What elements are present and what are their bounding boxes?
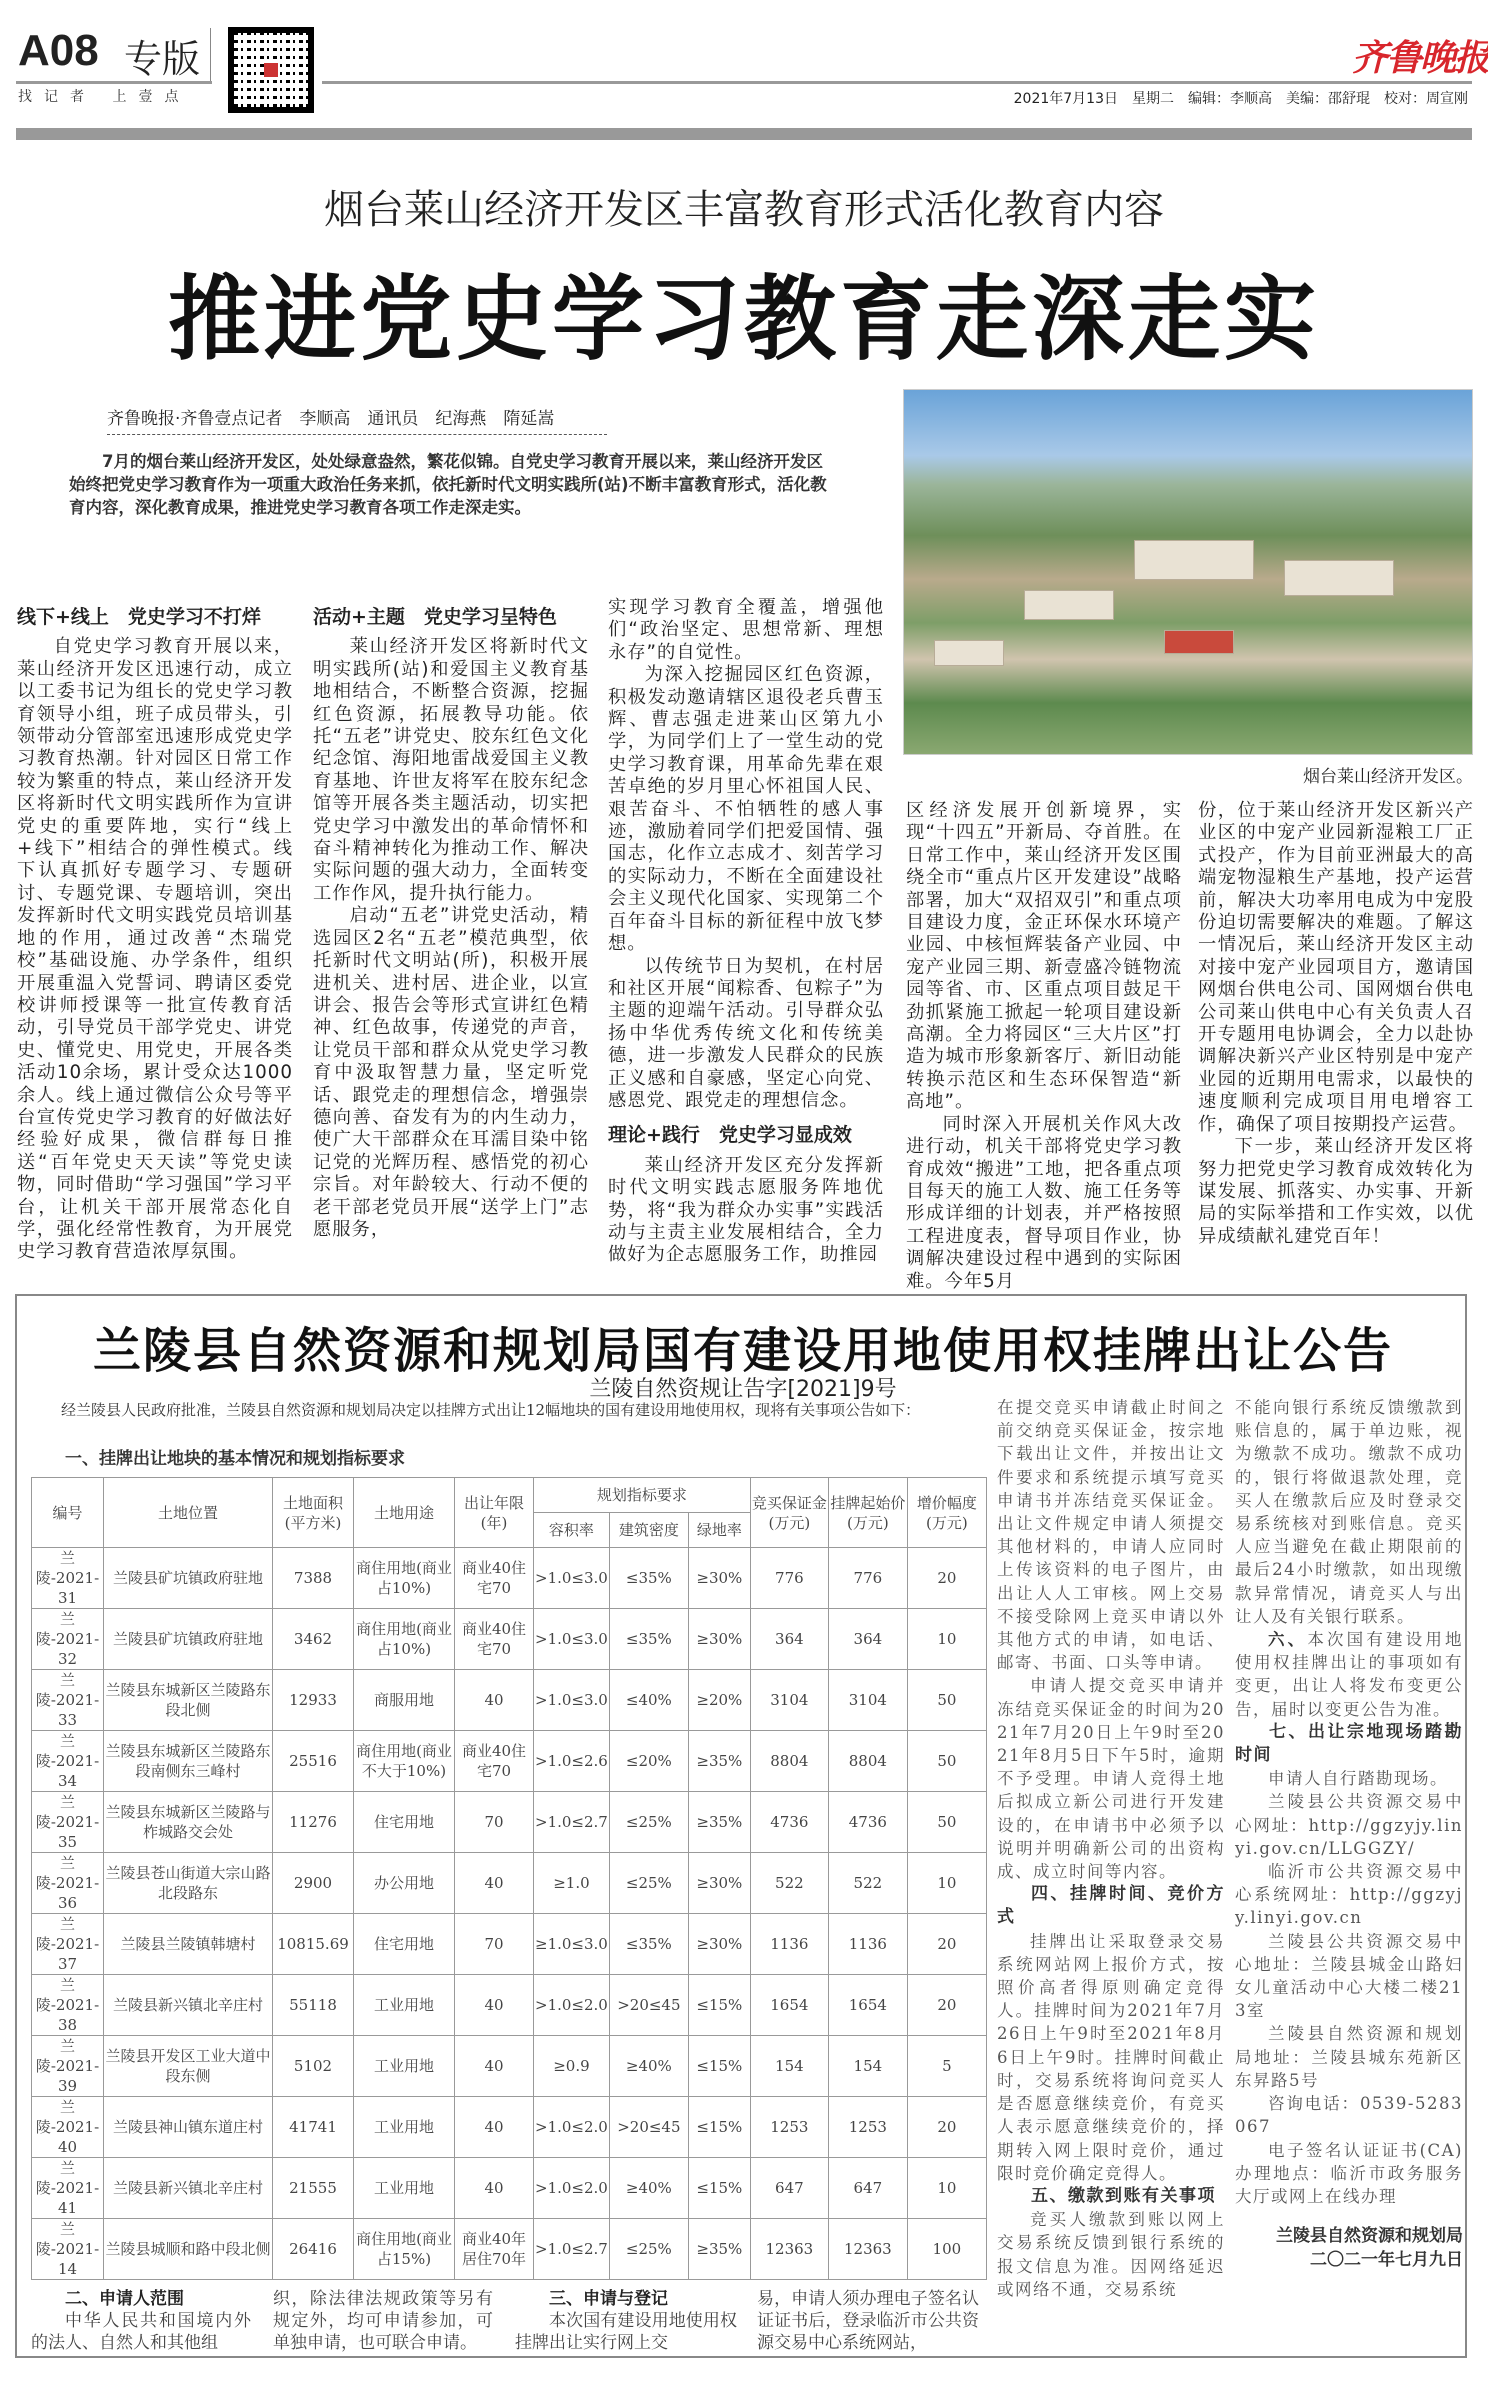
- article-column-2: [313, 606, 589, 1241]
- table-cell: >1.0≤2.7: [534, 1792, 610, 1853]
- website-link[interactable]: 临沂市公共资源交易中心系统网址：http://ggzyjy.linyi.gov.cn: [1235, 1862, 1463, 1928]
- table-cell: 兰陵-2021-41: [32, 2158, 104, 2219]
- signature-date: 二〇二一年七月九日: [1310, 2250, 1463, 2271]
- table-cell: 商住用地(商业不大于10%): [354, 1731, 455, 1792]
- section-3-part-1: [515, 2288, 737, 2354]
- issue-meta: 2021年7月13日 星期二 编辑：李顺高 美编：邵舒琨 校对：周宣刚: [1013, 91, 1468, 107]
- table-cell: >1.0≤2.0: [534, 2158, 610, 2219]
- table-cell: 8804: [750, 1731, 828, 1792]
- table-cell: 55118: [273, 1975, 354, 2036]
- table-cell: 兰陵县东城新区兰陵路与柞城路交会处: [104, 1792, 273, 1853]
- table-row: [32, 1792, 987, 1853]
- phone-number: 咨询电话：0539-5283067: [1235, 2094, 1463, 2137]
- table-cell: 12363: [828, 2219, 907, 2280]
- paragraph: 下一步，莱山经济开发区将努力把党史学习教育成效转化为谋发展、抓落实、办实事、开新局的实际举措和工作实效，以优异成绩献礼建党百年！: [1198, 1136, 1474, 1247]
- table-cell: ≥0.9: [534, 2036, 610, 2097]
- section-heading: 四、挂牌时间、竞价方式: [997, 1884, 1225, 1928]
- table-cell: 26416: [273, 2219, 354, 2280]
- table-cell: 兰陵-2021-39: [32, 2036, 104, 2097]
- table-cell: 70: [455, 1792, 534, 1853]
- table-cell: 12363: [750, 2219, 828, 2280]
- table-cell: 1654: [750, 1975, 828, 2036]
- table-cell: ≥1.0≤3.0: [534, 1914, 610, 1975]
- table-cell: 4736: [828, 1792, 907, 1853]
- table-header: 竞买保证金(万元): [750, 1478, 828, 1548]
- table-cell: 154: [828, 2036, 907, 2097]
- table-cell: 兰陵县苍山街道大宗山路北段路东: [104, 1853, 273, 1914]
- table-header: 增价幅度(万元): [907, 1478, 986, 1548]
- table-cell: 20: [907, 2097, 986, 2158]
- table-subheader: 容积率: [534, 1513, 610, 1548]
- table-cell: 兰陵-2021-36: [32, 1853, 104, 1914]
- table-cell: 兰陵县矿坑镇政府驻地: [104, 1609, 273, 1670]
- section-heading: 二、申请人范围: [65, 2289, 184, 2309]
- paragraph: 莱山经济开发区充分发挥新时代文明实践志愿服务阵地优势，将“我为群众办实事”实践活动与主责主业发展相结合，全力做好为企志愿服务工作，助推园: [608, 1154, 884, 1266]
- table-cell: 647: [828, 2158, 907, 2219]
- land-auction-notice: [15, 1294, 1467, 2358]
- paragraph: 同时深入开展机关作风大改进行动，机关干部将党史学习教育成效“搬进”工地，把各重点项目每天的施工人数、施工任务等形成详细的计划表，并严格按照工程进度表，督导项目作业，协调解决建设过程中遇到的实际困难。今年5月: [906, 1113, 1182, 1292]
- table-row: [32, 1731, 987, 1792]
- divider: [210, 28, 211, 83]
- table-row: [32, 1670, 987, 1731]
- divider: [16, 81, 212, 84]
- table-cell: ≤15%: [688, 2158, 750, 2219]
- table-cell: 40: [455, 2097, 534, 2158]
- table-cell: 工业用地: [354, 2158, 455, 2219]
- table-cell: ≤40%: [609, 1670, 688, 1731]
- table-cell: 5: [907, 2036, 986, 2097]
- section-2-part-1: [31, 2288, 251, 2354]
- table-cell: 40: [455, 2158, 534, 2219]
- notice-column-1: [997, 1396, 1225, 2301]
- table-row: [32, 2158, 987, 2219]
- table-cell: ≤15%: [688, 2097, 750, 2158]
- section-heading: 一、挂牌出让地块的基本情况和规划指标要求: [65, 1449, 405, 1469]
- paragraph: [1235, 1628, 1463, 1721]
- table-cell: ≥40%: [609, 2036, 688, 2097]
- table-cell: ≥30%: [688, 1609, 750, 1670]
- paragraph: 申请人提交竞买申请并冻结竞买保证金的时间为2021年7月20日上午9时至2021年8月5日下午5时，逾期不予受理。申请人竞得土地后拟成立新公司进行开发建设的，在申请书中必须予以说明并明确新公司的出资构成、成立时间等内容。: [997, 1676, 1225, 1882]
- divider: [322, 81, 1472, 84]
- table-cell: 11276: [273, 1792, 354, 1853]
- table-cell: 776: [828, 1548, 907, 1609]
- table-cell: >1.0≤2.7: [534, 2219, 610, 2280]
- table-cell: >1.0≤2.0: [534, 1975, 610, 2036]
- newspaper-logo: 齐鲁晚报: [1352, 37, 1488, 79]
- table-cell: 40: [455, 2036, 534, 2097]
- table-cell: 住宅用地: [354, 1792, 455, 1853]
- section-heading: 三、申请与登记: [549, 2289, 668, 2309]
- table-cell: 20: [907, 1975, 986, 2036]
- table-cell: ≥30%: [688, 1853, 750, 1914]
- table-header: 土地用途: [354, 1478, 455, 1548]
- table-cell: 776: [750, 1548, 828, 1609]
- table-cell: 364: [828, 1609, 907, 1670]
- table-subheader: 绿地率: [688, 1513, 750, 1548]
- table-row: [32, 1975, 987, 2036]
- table-header: 土地位置: [104, 1478, 273, 1548]
- table-cell: 工业用地: [354, 2036, 455, 2097]
- table-cell: 商业40住宅70: [455, 1548, 534, 1609]
- table-cell: 647: [750, 2158, 828, 2219]
- byline: 齐鲁晚报·齐鲁壹点记者 李顺高 通讯员 纪海燕 隋延嵩: [107, 404, 607, 435]
- table-row: [32, 2036, 987, 2097]
- notice-column-2: [1235, 1396, 1463, 2272]
- article-column-4: [906, 800, 1182, 1293]
- table-cell: 41741: [273, 2097, 354, 2158]
- table-cell: >1.0≤3.0: [534, 1548, 610, 1609]
- table-cell: 兰陵-2021-38: [32, 1975, 104, 2036]
- table-cell: 商服用地: [354, 1670, 455, 1731]
- table-cell: 兰陵-2021-32: [32, 1609, 104, 1670]
- signature-org: 兰陵县自然资源和规划局: [1276, 2226, 1463, 2247]
- paragraph: 兰陵县公共资源交易中心地址：兰陵县城金山路妇女儿童活动中心大楼二楼213室: [1235, 1931, 1463, 2021]
- table-cell: 3104: [750, 1670, 828, 1731]
- table-cell: 5102: [273, 2036, 354, 2097]
- table-cell: >20≤45: [609, 2097, 688, 2158]
- table-cell: 1136: [750, 1914, 828, 1975]
- table-cell: 7388: [273, 1548, 354, 1609]
- paragraph: 实现学习教育全覆盖，增强他们“政治坚定、思想常新、理想永存”的自觉性。: [608, 597, 884, 663]
- paragraph: 莱山经济开发区将新时代文明实践所(站)和爱国主义教育基地相结合，不断整合资源，挖掘红色资源，拓展教导功能。依托“五老”讲党史、胶东红色文化纪念馆、海阳地雷战爱国主义教育基地、许世友将军在胶东纪念馆等开展各类主题活动，切实把党史学习中激发出的革命情怀和奋斗精神转化为推动工作、解决实际问题的强大动力，全面转变工作作风，提升执行能力。: [313, 636, 589, 904]
- table-cell: 兰陵-2021-33: [32, 1670, 104, 1731]
- table-cell: 兰陵县城顺和路中段北侧: [104, 2219, 273, 2280]
- table-cell: ≤35%: [609, 1914, 688, 1975]
- table-row: [32, 1914, 987, 1975]
- paragraph: 自党史学习教育开展以来，莱山经济开发区迅速行动，成立以工委书记为组长的党史学习教育领导小组，班子成员带头，引领带动分管部室迅速形成党史学习教育热潮。针对园区日常工作较为繁重的特点，莱山经济开发区将新时代文明实践所作为宣讲党史的重要阵地，实行“线上+线下”相结合的弹性模式。线下认真抓好专题学习、专题研讨、专题党课、专题培训，突出发挥新时代文明实践党员培训基地的作用，通过改善“杰瑞党校”基础设施、办学条件，组织开展重温入党誓词、聘请区委党校讲师授课等一批宣传教育活动，引导党员干部学党史、讲党史、懂党史、用党史，开展各类活动10余场，累计受众达1000余人。线上通过微信公众号等平台宣传党史学习教育的好做法好经验好成果，微信群每日推送“百年党史天天读”等党史读物，同时借助“学习强国”学习平台，让机关干部开展常态化自学，强化经常性教育，为开展党史学习教育营造浓厚氛围。: [17, 636, 293, 1263]
- table-row: [32, 2219, 987, 2280]
- table-header: 编号: [32, 1478, 104, 1548]
- aerial-photo: [903, 389, 1473, 755]
- table-cell: 商住用地(商业占10%): [354, 1609, 455, 1670]
- table-cell: 40: [455, 1853, 534, 1914]
- table-cell: 10: [907, 2158, 986, 2219]
- table-cell: 兰陵-2021-35: [32, 1792, 104, 1853]
- table-cell: 1253: [828, 2097, 907, 2158]
- table-cell: ≤35%: [609, 1609, 688, 1670]
- table-cell: 兰陵-2021-37: [32, 1914, 104, 1975]
- article-column-1: [17, 606, 293, 1264]
- lead-paragraph: 7月的烟台莱山经济开发区，处处绿意盎然，繁花似锦。自党史学习教育开展以来，莱山经济开发区始终把党史学习教育作为一项重大政治任务来抓，依托新时代文明实践所(站)不断丰富教育形式，活化教育内容，深化教育成果，推进党史学习教育各项工作走深走实。: [69, 452, 827, 517]
- land-parcel-table: [31, 1477, 987, 2280]
- paragraph: 启动“五老”讲党史活动，精选园区2名“五老”模范典型，依托新时代文明站(所)，积极开展进机关、进村居、进企业，以宣讲会、报告会等形式宣讲红色精神、红色故事，传递党的声音，让党员干部和群众从党史学习教育中汲取智慧力量，坚定听党话、跟党走的理想信念，增强崇德向善、奋发有为的内生动力，使广大干部群众在耳濡目染中铭记党的光辉历程、感悟党的初心宗旨。对年龄较大、行动不便的老干部老党员开展“送学上门”志愿服务，: [313, 905, 589, 1240]
- table-cell: ≥35%: [688, 2219, 750, 2280]
- column-heading: 线下+线上 党史学习不打烊: [17, 606, 261, 628]
- table-cell: 兰陵县神山镇东道庄村: [104, 2097, 273, 2158]
- table-cell: >1.0≤3.0: [534, 1670, 610, 1731]
- column-heading: 活动+主题 党史学习呈特色: [313, 606, 557, 628]
- table-cell: 100: [907, 2219, 986, 2280]
- paragraph: 以传统节日为契机，在村居和社区开展“闻粽香、包粽子”为主题的迎端午活动。引导群众弘扬中华优秀传统文化和传统美德，进一步激发人民群众的民族正义感和自豪感，坚定心向党、感恩党、跟党走的理想信念。: [608, 955, 884, 1111]
- table-cell: ≥20%: [688, 1670, 750, 1731]
- table-cell: 50: [907, 1792, 986, 1853]
- table-cell: ≥30%: [688, 1548, 750, 1609]
- table-cell: 办公用地: [354, 1853, 455, 1914]
- table-cell: 商业40住宅70: [455, 1731, 534, 1792]
- table-cell: 1654: [828, 1975, 907, 2036]
- paragraph: 本次国有建设用地使用权挂牌出让实行网上交: [515, 2311, 737, 2353]
- table-cell: ≤15%: [688, 1975, 750, 2036]
- section-number: 六、: [1268, 1630, 1308, 1650]
- table-cell: 522: [828, 1853, 907, 1914]
- table-cell: 兰陵-2021-14: [32, 2219, 104, 2280]
- paragraph: 在提交竞买申请截止时间之前交纳竞买保证金，按宗地下载出让文件，并按出让文件要求和系统提示填写竞买申请书并冻结竞买保证金。出让文件规定申请人须提交其他材料的，申请人应同时上传该资料的电子图片，由出让人人工审核。网上交易不接受除网上竞买申请以外其他方式的申请，如电话、邮寄、书面、口头等申请。: [997, 1398, 1225, 1673]
- article-headline: 推进党史学习教育走深走实: [167, 266, 1320, 373]
- table-row: [32, 1609, 987, 1670]
- table-cell: 522: [750, 1853, 828, 1914]
- table-cell: 20: [907, 1548, 986, 1609]
- table-cell: 364: [750, 1609, 828, 1670]
- table-subheader: 建筑密度: [609, 1513, 688, 1548]
- paragraph: 兰陵县自然资源和规划局地址：兰陵县城东苑新区东昇路5号: [1235, 2024, 1463, 2090]
- notice-title: 兰陵县自然资源和规划局国有建设用地使用权挂牌出让公告: [92, 1323, 1393, 1379]
- website-link[interactable]: 兰陵县公共资源交易中心网址：http://ggzyjy.linyi.gov.cn/LLGGZY/: [1235, 1792, 1463, 1858]
- table-cell: 兰陵县矿坑镇政府驻地: [104, 1548, 273, 1609]
- table-cell: 兰陵-2021-34: [32, 1731, 104, 1792]
- table-header: 出让年限(年): [455, 1478, 534, 1548]
- table-cell: 154: [750, 2036, 828, 2097]
- section-2-part-2: 织，除法律法规政策等另有规定外，均可申请参加，可单独申请，也可联合申请。: [273, 2289, 493, 2353]
- table-cell: 3462: [273, 1609, 354, 1670]
- column-heading: 理论+践行 党史学习显成效: [608, 1124, 852, 1147]
- table-cell: ≥30%: [688, 1914, 750, 1975]
- table-header: 挂牌起始价(万元): [828, 1478, 907, 1548]
- article-subhead: 烟台莱山经济开发区丰富教育形式活化教育内容: [324, 187, 1164, 233]
- table-row: [32, 1548, 987, 1609]
- table-cell: 商住用地(商业占10%): [354, 1548, 455, 1609]
- photo-caption: 烟台莱山经济开发区。: [1303, 767, 1473, 787]
- table-cell: 1136: [828, 1914, 907, 1975]
- section-heading: 七、出让宗地现场踏勘时间: [1235, 1721, 1463, 1766]
- table-cell: ≤15%: [688, 2036, 750, 2097]
- section-name: 专版: [124, 37, 201, 81]
- qr-code-icon: [228, 27, 314, 113]
- table-cell: ≥35%: [688, 1731, 750, 1792]
- table-cell: 25516: [273, 1731, 354, 1792]
- table-cell: 商业40住宅70: [455, 1609, 534, 1670]
- table-row: [32, 2097, 987, 2158]
- table-cell: 40: [455, 1670, 534, 1731]
- table-cell: 40: [455, 1975, 534, 2036]
- notice-doc-number: 兰陵自然资规让告字[2021]9号: [589, 1377, 897, 1402]
- table-cell: 兰陵县兰陵镇韩塘村: [104, 1914, 273, 1975]
- page-number: A08: [18, 26, 99, 75]
- slogan: 找记者 上壹点: [18, 89, 191, 105]
- table-cell: 工业用地: [354, 1975, 455, 2036]
- table-cell: 兰陵-2021-31: [32, 1548, 104, 1609]
- table-cell: 70: [455, 1914, 534, 1975]
- table-row: [32, 1853, 987, 1914]
- table-cell: ≥35%: [688, 1792, 750, 1853]
- table-cell: ≤25%: [609, 2219, 688, 2280]
- header-band: [16, 128, 1472, 140]
- section-3-part-2: 易，申请人须办理电子签名认证证书后，登录临沂市公共资源交易中心系统网站，: [757, 2289, 979, 2353]
- paragraph: 份，位于莱山经济开发区新兴产业区的中宠产业园新湿粮工厂正式投产，作为目前亚洲最大的高端宠物湿粮生产基地，投产运营前，解决大功率用电成为中宠股份迫切需要解决的难题。了解这一情况后，莱山经济开发区主动对接中宠产业园项目方，邀请国网烟台供电公司、国网烟台供电公司莱山供电中心有关负责人召开专题用电协调会，全力以赴协调解决新兴产业区特别是中宠产业园的近期用电需求，以最快的速度顺利完成项目用电增容工作，确保了项目按期投产运营。: [1198, 800, 1474, 1135]
- table-cell: 21555: [273, 2158, 354, 2219]
- paragraph: 不能向银行系统反馈缴款到账信息的，属于单边账，视为缴款不成功。缴款不成功的，银行将做退款处理，竞买人在缴款后应及时登录交易系统核对到账信息。竞买人应当避免在截止期限前的最后24小时缴款，如出现缴款异常情况，请竞买人与出让人及有关银行联系。: [1235, 1398, 1463, 1626]
- table-cell: >1.0≤2.0: [534, 2097, 610, 2158]
- article-column-3: [608, 597, 884, 1267]
- table-cell: ≥40%: [609, 2158, 688, 2219]
- table-cell: 兰陵县新兴镇北辛庄村: [104, 1975, 273, 2036]
- notice-intro: 经兰陵县人民政府批准，兰陵县自然资源和规划局决定以挂牌方式出让12幅地块的国有建设用地使用权，现将有关事项公告如下：: [61, 1401, 921, 1419]
- table-cell: 2900: [273, 1853, 354, 1914]
- paragraph: 申请人自行踏勘现场。: [1268, 1769, 1448, 1789]
- paragraph-text: 本次国有建设用地使用权挂牌出让的事项如有变更，出让人将发布变更公告，届时以变更公告为准。: [1235, 1630, 1464, 1719]
- paragraph: 电子签名认证证书(CA)办理地点：临沂市政务服务大厅或网上在线办理: [1235, 2140, 1463, 2206]
- paragraph: 挂牌出让采取登录交易系统网站网上报价方式，按照价高者得原则确定竞得人。挂牌时间为2021年7月26日上午9时至2021年8月6日上午9时。挂牌时间截止时，交易系统将询问竞买人是否愿意继续竞价，有竞买人表示愿意继续竞价的，择期转入网上限时竞价，通过限时竞价确定竞得人。: [997, 1931, 1225, 2183]
- table-cell: 10: [907, 1853, 986, 1914]
- table-cell: ≤25%: [609, 1792, 688, 1853]
- table-cell: ≥1.0: [534, 1853, 610, 1914]
- table-cell: >20≤45: [609, 1975, 688, 2036]
- table-cell: 兰陵县新兴镇北辛庄村: [104, 2158, 273, 2219]
- table-cell: 商业40年居住70年: [455, 2219, 534, 2280]
- table-cell: 4736: [750, 1792, 828, 1853]
- table-cell: ≤35%: [609, 1548, 688, 1609]
- table-cell: 兰陵-2021-40: [32, 2097, 104, 2158]
- table-cell: 兰陵县开发区工业大道中段东侧: [104, 2036, 273, 2097]
- table-header: 规划指标要求: [534, 1478, 751, 1513]
- table-cell: >1.0≤3.0: [534, 1609, 610, 1670]
- table-cell: 兰陵县东城新区兰陵路东段南侧东三峰村: [104, 1731, 273, 1792]
- table-cell: 50: [907, 1670, 986, 1731]
- paragraph: 中华人民共和国境内外的法人、自然人和其他组: [31, 2311, 251, 2353]
- table-cell: >1.0≤2.6: [534, 1731, 610, 1792]
- table-header: 土地面积(平方米): [273, 1478, 354, 1548]
- table-cell: 20: [907, 1914, 986, 1975]
- table-cell: 10815.69: [273, 1914, 354, 1975]
- article-column-5: [1198, 800, 1474, 1248]
- table-cell: 兰陵县东城新区兰陵路东段北侧: [104, 1670, 273, 1731]
- paragraph: 竞买人缴款到账以网上交易系统反馈到银行系统的报文信息为准。因网络延迟或网络不通，交易系统: [997, 2210, 1225, 2299]
- table-cell: 工业用地: [354, 2097, 455, 2158]
- table-cell: ≤20%: [609, 1731, 688, 1792]
- section-heading: 五、缴款到账有关事项: [1031, 2185, 1216, 2206]
- table-cell: 50: [907, 1731, 986, 1792]
- table-cell: 商住用地(商业占15%): [354, 2219, 455, 2280]
- table-cell: 12933: [273, 1670, 354, 1731]
- table-cell: ≤25%: [609, 1853, 688, 1914]
- table-cell: 住宅用地: [354, 1914, 455, 1975]
- paragraph: 区经济发展开创新境界，实现“十四五”开新局、夺首胜。在日常工作中，莱山经济开发区围绕全市“重点片区开发建设”战略部署，加大“双招双引”和重点项目建设力度，金正环保水环境产业园、中核恒辉装备产业园、中宠产业园三期、新壹盛冷链物流园等省、市、区重点项目鼓足干劲抓紧施工掀起一轮项目建设新高潮。全力将园区“三大片区”打造为城市形象新客厅、新旧动能转换示范区和生态环保智造“新高地”。: [906, 800, 1182, 1113]
- table-cell: 10: [907, 1609, 986, 1670]
- table-cell: 8804: [828, 1731, 907, 1792]
- table-cell: 3104: [828, 1670, 907, 1731]
- paragraph: 为深入挖掘园区红色资源，积极发动邀请辖区退役老兵曹玉辉、曹志强走进莱山区第九小学，为同学们上了一堂生动的党史学习教育课，用革命先辈在艰苦卓绝的岁月里心怀祖国人民、艰苦奋斗、不怕牺牲的感人事迹，激励着同学们把爱国情、强国志，化作立志成才、刻苦学习的实际动力，不断在全面建设社会主义现代化国家、实现第二个百年奋斗目标的新征程中放飞梦想。: [608, 664, 884, 955]
- table-cell: 1253: [750, 2097, 828, 2158]
